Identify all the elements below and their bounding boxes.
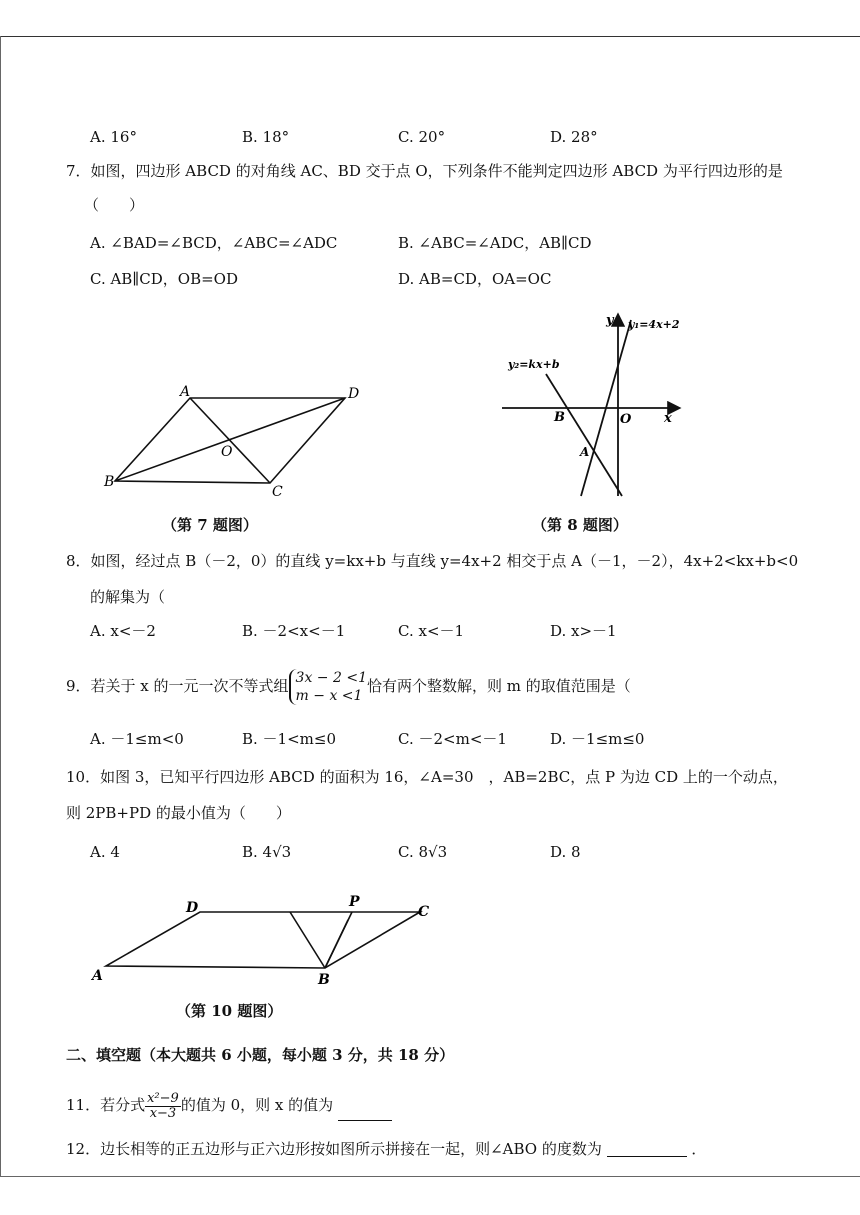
q9-stem-pre: 9．若关于 x 的一元一次不等式组 (66, 677, 289, 695)
q8-stem-cont: 的解集为（ (90, 588, 166, 606)
q9-inequality-system (289, 669, 367, 705)
q7-option-c: C. AB∥CD，OB=OD (90, 270, 238, 288)
q6-option-a: A. 16° (90, 128, 137, 146)
q10-option-d: D. 8 (550, 843, 581, 861)
q7-option-a: A. ∠BAD=∠BCD，∠ABC=∠ADC (90, 234, 338, 252)
fig8-caption: （第 8 题图） (532, 516, 628, 534)
q11-numerator: x²−9 (147, 1090, 179, 1106)
fig7-label-o: O (221, 444, 233, 460)
fig8-point-b-label: B (554, 410, 565, 425)
q8-option-c: C. x<－1 (398, 622, 465, 640)
figure-8-graph (500, 308, 690, 503)
q9-stem-post: 恰有两个整数解，则 m 的取值范围是（ (366, 677, 631, 695)
q8-stem: 8．如图，经过点 B（－2，0）的直线 y=kx+b 与直线 y=4x+2 相交于点 A（－1，－2），4x+2<kx+b<0 (66, 552, 799, 570)
section-2-heading: 二、填空题（本大题共 6 小题，每小题 3 分，共 18 分） (66, 1046, 455, 1064)
q11-stem (66, 1090, 392, 1124)
q12-stem-end: ． (691, 1140, 707, 1158)
fig7-label-a: A (180, 384, 191, 400)
q10-option-b: B. 4√3 (242, 843, 292, 861)
q9-inequality-2: m − x <1 (295, 688, 363, 704)
fig8-point-a-label: A (580, 445, 590, 459)
fig8-line-y1-label: y₁=4x+2 (628, 318, 680, 331)
q12-stem (66, 1142, 706, 1157)
q10-option-a: A. 4 (90, 843, 120, 861)
fig8-origin-label: O (620, 412, 632, 427)
q6-option-d: D. 28° (550, 128, 598, 146)
page-left-border (0, 36, 1, 1176)
page-top-border (0, 36, 860, 37)
q11-answer-blank[interactable] (338, 1100, 392, 1121)
q9-option-b: B. －1<m≤0 (242, 730, 337, 748)
q11-denominator: x−3 (149, 1105, 177, 1121)
q8-option-b: B. －2<x<－1 (242, 622, 346, 640)
q9-option-c: C. －2<m<－1 (398, 730, 507, 748)
q6-option-b: B. 18° (242, 128, 290, 146)
fig10-label-b: B (318, 972, 330, 988)
fig8-x-axis-label: x (664, 411, 672, 426)
fig10-label-a: A (92, 968, 103, 984)
figure-7-parallelogram (100, 378, 380, 498)
fig10-label-c: C (418, 904, 430, 920)
q9-option-d: D. －1≤m≤0 (550, 730, 645, 748)
fig10-label-d: D (186, 900, 199, 916)
q9-stem (66, 668, 631, 708)
figure-10-parallelogram (90, 892, 450, 992)
fig8-y-axis-label: y (606, 313, 614, 328)
q7-stem: 7．如图，四边形 ABCD 的对角线 AC、BD 交于点 O，下列条件不能判定四边形 ABCD 为平行四边形的是 (66, 162, 783, 180)
fig8-line-y2-label: y₂=kx+b (508, 358, 560, 371)
q11-fraction (145, 1092, 181, 1121)
q12-stem-text: 12．边长相等的正五边形与正六边形按如图所示拼接在一起，则∠ABO 的度数为 (66, 1140, 602, 1158)
page-bottom-border (0, 1176, 860, 1177)
q8-option-a: A. x<－2 (90, 622, 156, 640)
fig7-label-d: D (348, 386, 360, 402)
q9-inequality-1: 3x − 2 <1 (295, 670, 367, 686)
q7-option-b: B. ∠ABC=∠ADC，AB∥CD (398, 234, 592, 252)
fig10-caption: （第 10 题图） (176, 1002, 283, 1020)
q12-answer-blank[interactable] (607, 1142, 687, 1157)
q7-option-d: D. AB=CD，OA=OC (398, 270, 552, 288)
q11-stem-pre: 11．若分式 (66, 1096, 146, 1114)
q11-stem-post: 的值为 0，则 x 的值为 (180, 1096, 334, 1114)
fig7-label-c: C (272, 484, 283, 498)
q6-option-c: C. 20° (398, 128, 446, 146)
fig7-caption: （第 7 题图） (162, 516, 258, 534)
q8-option-d: D. x>－1 (550, 622, 617, 640)
q10-option-c: C. 8√3 (398, 843, 448, 861)
q10-stem-cont: 则 2PB+PD 的最小值为（ ） (66, 804, 291, 822)
q9-option-a: A. －1≤m<0 (90, 730, 184, 748)
q10-stem: 10．如图 3，已知平行四边形 ABCD 的面积为 16，∠A=30 ，AB=2BC，点 P 为边 CD 上的一个动点， (66, 768, 788, 786)
q7-paren: （ ） (84, 196, 145, 214)
fig10-label-p: P (349, 894, 360, 910)
fig7-label-b: B (104, 474, 115, 490)
